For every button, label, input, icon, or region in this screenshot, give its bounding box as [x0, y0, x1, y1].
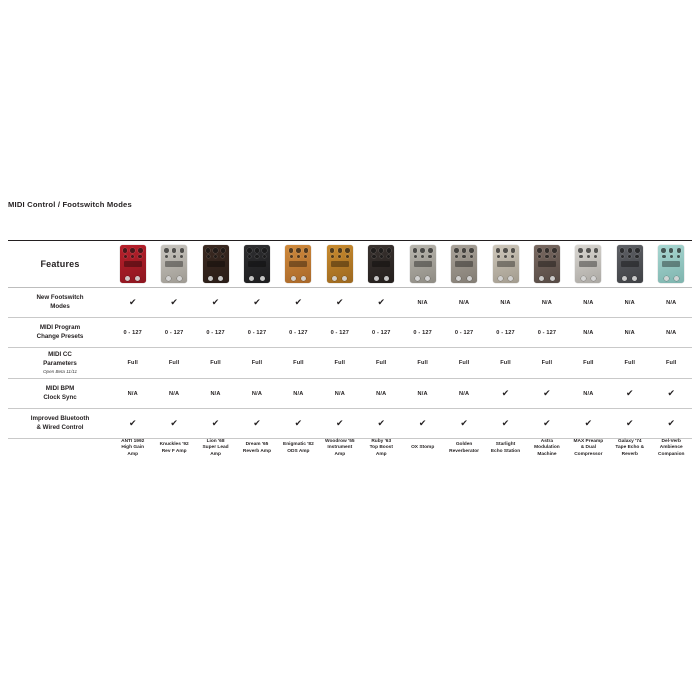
feature-label: [8, 348, 112, 379]
product-image-cell: [319, 241, 360, 288]
checkmark-icon: ✔: [112, 409, 153, 439]
checkmark-icon: ✔: [236, 288, 277, 318]
pedal-icon: [410, 245, 436, 283]
pedal-icon: [534, 245, 560, 283]
checkmark-icon: ✔: [443, 409, 484, 439]
product-name-line1: Starlight: [495, 442, 516, 448]
cell-value: Full: [112, 348, 153, 379]
product-name-line1: OX Stomp: [411, 445, 435, 451]
cell-value: 0 - 127: [278, 318, 319, 348]
checkmark-icon: ✔: [319, 288, 360, 318]
cell-value: N/A: [402, 288, 443, 318]
feature-label-line2: Change Presets: [36, 332, 84, 340]
feature-label: [8, 288, 112, 318]
cell-value: 0 - 127: [195, 318, 236, 348]
pedal-icon: [203, 245, 229, 283]
cell-value: N/A: [609, 318, 650, 348]
pedal-icon: [327, 245, 353, 283]
cell-value: Full: [568, 348, 609, 379]
checkmark-icon: ✔: [278, 409, 319, 439]
product-name-line1: Dream '65: [245, 442, 269, 448]
cell-value: 0 - 127: [319, 318, 360, 348]
checkmark-icon: ✔: [650, 409, 692, 439]
checkmark-icon: ✔: [278, 288, 319, 318]
cell-value: N/A: [650, 288, 692, 318]
product-name-line2: Ambience: [659, 445, 683, 451]
cell-value: Full: [526, 348, 567, 379]
table-row: [8, 379, 692, 409]
pedal-icon: [575, 245, 601, 283]
checkmark-icon: ✔: [402, 409, 443, 439]
product-image-cell: [568, 241, 609, 288]
feature-label-line2: Parameters: [43, 359, 77, 367]
product-name: [485, 439, 526, 459]
product-name: [609, 439, 650, 459]
checkmark-icon: ✔: [153, 288, 194, 318]
product-image-cell: [278, 241, 319, 288]
checkmark-icon: ✔: [526, 379, 567, 409]
cell-value: Full: [195, 348, 236, 379]
feature-label-line1: MIDI Program: [39, 324, 81, 332]
checkmark-icon: ✔: [485, 409, 526, 439]
product-image-cell: [485, 241, 526, 288]
checkmark-icon: ✔: [361, 409, 402, 439]
product-name-line2: Top Boost: [369, 445, 393, 451]
product-name: [443, 439, 484, 459]
product-image-cell: [443, 241, 484, 288]
product-name: [650, 439, 692, 459]
product-name: [402, 439, 443, 459]
checkmark-icon: ✔: [112, 288, 153, 318]
cell-value: N/A: [319, 379, 360, 409]
product-name-line3: Reverb: [621, 451, 638, 457]
cell-value: N/A: [443, 288, 484, 318]
cell-value: N/A: [650, 318, 692, 348]
product-image-cell: [361, 241, 402, 288]
cell-value: Full: [443, 348, 484, 379]
pedal-icon: [617, 245, 643, 283]
footer-spacer: [8, 439, 112, 459]
product-name-line1: Lion '68: [206, 439, 225, 444]
cell-value: 0 - 127: [402, 318, 443, 348]
product-name-line2: Echo Station: [490, 448, 521, 454]
product-name: [526, 439, 567, 459]
cell-value: Full: [319, 348, 360, 379]
feature-label-line2: Modes: [50, 302, 70, 310]
pedal-icon: [658, 245, 684, 283]
product-name: [195, 439, 236, 459]
pedal-icon: [285, 245, 311, 283]
feature-label-line2: & Wired Control: [36, 423, 84, 431]
product-name-line2: & Dual: [580, 445, 596, 451]
product-image-cell: [650, 241, 692, 288]
cell-value: N/A: [195, 379, 236, 409]
cell-value: N/A: [361, 379, 402, 409]
cell-value: Full: [402, 348, 443, 379]
product-name-line2: Modulation: [534, 445, 560, 451]
cell-value: N/A: [278, 379, 319, 409]
cell-value: Full: [650, 348, 692, 379]
product-name-line3: Machine: [537, 451, 557, 457]
table-row: [8, 288, 692, 318]
product-name-line1: Astra: [540, 439, 554, 444]
product-name-line2: Reverb Amp: [242, 448, 272, 454]
cell-value: Full: [236, 348, 277, 379]
cell-value: N/A: [526, 288, 567, 318]
product-name: [319, 439, 360, 459]
cell-value: Full: [153, 348, 194, 379]
cell-value: Full: [361, 348, 402, 379]
feature-comparison-table: [8, 240, 692, 458]
checkmark-icon: ✔: [609, 409, 650, 439]
cell-value: N/A: [568, 379, 609, 409]
pedal-icon: [161, 245, 187, 283]
cell-value: N/A: [112, 379, 153, 409]
table-row: [8, 409, 692, 439]
product-name-row: [8, 439, 692, 459]
product-image-cell: [112, 241, 153, 288]
product-name-line2: Instrument: [327, 445, 353, 451]
cell-value: 0 - 127: [236, 318, 277, 348]
cell-value: 0 - 127: [485, 318, 526, 348]
pedal-icon: [368, 245, 394, 283]
product-name-line1: Galaxy '74: [618, 439, 642, 444]
product-name: [112, 439, 153, 459]
product-name-line1: MAX Preamp: [573, 439, 604, 444]
feature-label-line1: MIDI CC: [48, 351, 72, 359]
product-image-cell: [236, 241, 277, 288]
checkmark-icon: ✔: [319, 409, 360, 439]
product-name-line3: Companion: [658, 451, 685, 457]
cell-value: Full: [278, 348, 319, 379]
feature-label: [8, 409, 112, 439]
cell-value: N/A: [609, 288, 650, 318]
feature-label-line2: Clock Sync: [43, 393, 77, 401]
product-name-line1: Woodrow '55: [325, 439, 355, 444]
pedal-icon: [493, 245, 519, 283]
checkmark-icon: ✔: [526, 409, 567, 439]
product-name-line2: High Gain: [121, 445, 145, 451]
checkmark-icon: ✔: [195, 409, 236, 439]
product-name-line2: ODS Amp: [287, 448, 310, 454]
product-name: [236, 439, 277, 459]
table-row: [8, 318, 692, 348]
feature-label-note: Open Beta 11/11: [42, 368, 78, 374]
product-name-line3: Compressor: [574, 451, 603, 457]
cell-value: Full: [609, 348, 650, 379]
checkmark-icon: ✔: [485, 379, 526, 409]
product-name: [153, 439, 194, 459]
product-image-cell: [526, 241, 567, 288]
cell-value: N/A: [485, 288, 526, 318]
features-header: Features: [8, 241, 112, 288]
product-image-cell: [195, 241, 236, 288]
product-name-line1: Golden: [455, 442, 473, 448]
product-name-line2: Super Lead: [202, 445, 229, 451]
product-header-row: [8, 241, 692, 288]
feature-label-line1: MIDI BPM: [45, 385, 75, 393]
cell-value: Full: [485, 348, 526, 379]
pedal-icon: [120, 245, 146, 283]
pedal-icon: [451, 245, 477, 283]
pedal-icon: [244, 245, 270, 283]
product-name-line1: Knuckles '92: [159, 442, 189, 448]
product-name: [361, 439, 402, 459]
cell-value: N/A: [568, 288, 609, 318]
product-name: [568, 439, 609, 459]
checkmark-icon: ✔: [650, 379, 692, 409]
product-name-line1: Ruby '63: [371, 439, 392, 444]
product-name-line1: ANTI 1992: [121, 439, 145, 444]
checkmark-icon: ✔: [153, 409, 194, 439]
checkmark-icon: ✔: [236, 409, 277, 439]
cell-value: 0 - 127: [153, 318, 194, 348]
feature-label: [8, 318, 112, 348]
cell-value: 0 - 127: [526, 318, 567, 348]
cell-value: N/A: [236, 379, 277, 409]
product-name-line3: Amp: [334, 451, 346, 457]
page-title: MIDI Control / Footswitch Modes: [8, 200, 132, 209]
checkmark-icon: ✔: [195, 288, 236, 318]
cell-value: N/A: [402, 379, 443, 409]
cell-value: 0 - 127: [443, 318, 484, 348]
cell-value: N/A: [568, 318, 609, 348]
product-image-cell: [402, 241, 443, 288]
table-row: [8, 348, 692, 379]
product-image-cell: [153, 241, 194, 288]
product-name-line2: Rev F Amp: [161, 448, 187, 454]
cell-value: N/A: [153, 379, 194, 409]
checkmark-icon: ✔: [361, 288, 402, 318]
checkmark-icon: ✔: [568, 409, 609, 439]
feature-label-line1: Improved Bluetooth: [30, 415, 90, 423]
feature-label-line1: New Footswitch: [36, 294, 84, 302]
cell-value: 0 - 127: [112, 318, 153, 348]
product-name-line2: Tape Echo &: [615, 445, 645, 451]
product-name-line1: Del-Verb: [661, 439, 681, 444]
product-image-cell: [609, 241, 650, 288]
cell-value: 0 - 127: [361, 318, 402, 348]
product-name-line3: Amp: [127, 451, 139, 457]
product-name-line2: Reverberator: [449, 448, 480, 454]
feature-label: [8, 379, 112, 409]
product-name-line3: Amp: [210, 451, 221, 457]
product-name-line3: Amp: [375, 451, 387, 457]
checkmark-icon: ✔: [609, 379, 650, 409]
product-name: [278, 439, 319, 459]
product-name-line1: Enigmatic '82: [283, 442, 314, 448]
cell-value: N/A: [443, 379, 484, 409]
